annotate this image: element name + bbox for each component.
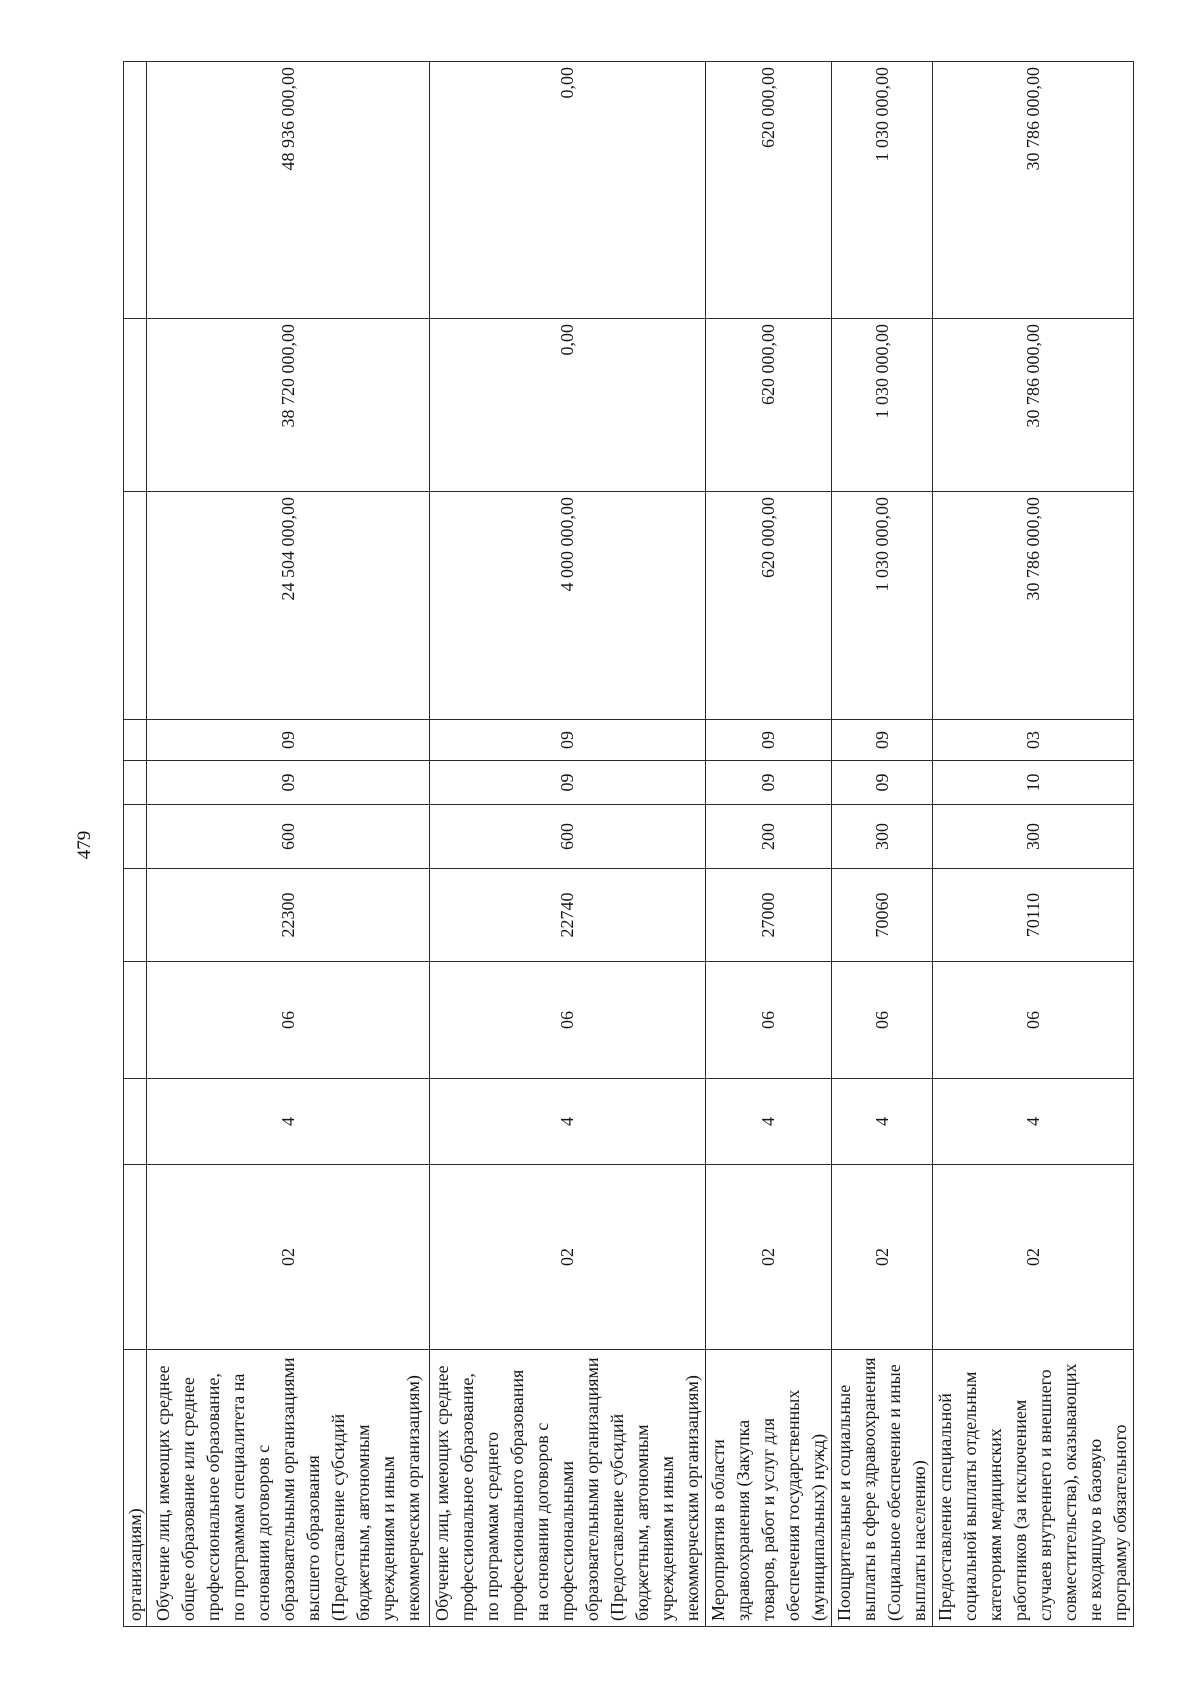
empty-cell — [124, 1165, 147, 1350]
amount-year-1-cell: 24 504 000,00 — [147, 492, 430, 720]
amount-year-2-cell: 0,00 — [430, 319, 706, 492]
table-row — [933, 62, 1134, 1627]
main-activity-code-cell: 06 — [933, 962, 1134, 1079]
subsection-code-cell: 09 — [147, 720, 430, 761]
subprogram-code-cell: 4 — [832, 1079, 933, 1165]
amount-year-1-cell: 4 000 000,00 — [430, 492, 706, 720]
subsection-code-cell: 09 — [706, 720, 832, 761]
expense-name-cell: Обучение лиц, имеющих среднее профессиональное образование, по программам среднего профессионального образования на основании договоров с профессиональными образовательными организациями (Предоставление субсидий бюджетным, автономным учреждениям и иным некоммерческим организациям) — [430, 1350, 706, 1627]
section-code-cell: 09 — [706, 761, 832, 805]
subprogram-code-cell: 4 — [430, 1079, 706, 1165]
empty-cell — [124, 869, 147, 962]
expense-type-code-cell: 200 — [706, 805, 832, 869]
expense-name-cell: Обучение лиц, имеющих среднее общее образование или среднее профессиональное образование, по программам специалитета на основании договоров с образовательными организациями высшего образования (Предоставление субсидий бюджетным, автономным учреждениям и иным некоммерческим организациям) — [147, 1350, 430, 1627]
subprogram-code-cell: 4 — [147, 1079, 430, 1165]
rotated-page-area — [123, 62, 1130, 1627]
main-activity-code-cell: 06 — [706, 962, 832, 1079]
page-number: 479 — [74, 830, 95, 860]
amount-year-3-cell: 0,00 — [430, 62, 706, 319]
section-code-cell: 09 — [147, 761, 430, 805]
empty-cell — [124, 319, 147, 492]
empty-cell — [124, 805, 147, 869]
table-row-continuation — [124, 62, 147, 1627]
expense-type-code-cell: 300 — [832, 805, 933, 869]
amount-year-2-cell: 38 720 000,00 — [147, 319, 430, 492]
direction-code-cell: 22740 — [430, 869, 706, 962]
empty-cell — [124, 962, 147, 1079]
expense-name-cell: Мероприятия в области здравоохранения (Закупка товаров, работ и услуг для обеспечения государственных (муниципальных) нужд) — [706, 1350, 832, 1627]
main-activity-code-cell: 06 — [832, 962, 933, 1079]
section-code-cell: 09 — [430, 761, 706, 805]
expense-type-code-cell: 300 — [933, 805, 1134, 869]
program-code-cell: 02 — [832, 1165, 933, 1350]
section-code-cell: 10 — [933, 761, 1134, 805]
table-row — [706, 62, 832, 1627]
empty-cell — [124, 1079, 147, 1165]
amount-year-2-cell: 1 030 000,00 — [832, 319, 933, 492]
amount-year-3-cell: 1 030 000,00 — [832, 62, 933, 319]
program-code-cell: 02 — [706, 1165, 832, 1350]
budget-table — [123, 61, 1134, 1627]
amount-year-1-cell: 1 030 000,00 — [832, 492, 933, 720]
amount-year-2-cell: 30 786 000,00 — [933, 319, 1134, 492]
program-code-cell: 02 — [147, 1165, 430, 1350]
continuation-name-cell: организациям) — [124, 1350, 147, 1627]
program-code-cell: 02 — [933, 1165, 1134, 1350]
amount-year-1-cell: 620 000,00 — [706, 492, 832, 720]
empty-cell — [124, 492, 147, 720]
direction-code-cell: 22300 — [147, 869, 430, 962]
table-row — [832, 62, 933, 1627]
amount-year-3-cell: 48 936 000,00 — [147, 62, 430, 319]
main-activity-code-cell: 06 — [147, 962, 430, 1079]
amount-year-1-cell: 30 786 000,00 — [933, 492, 1134, 720]
expense-type-code-cell: 600 — [430, 805, 706, 869]
direction-code-cell: 27000 — [706, 869, 832, 962]
table-row — [430, 62, 706, 1627]
table-row — [147, 62, 430, 1627]
subsection-code-cell: 09 — [832, 720, 933, 761]
subprogram-code-cell: 4 — [933, 1079, 1134, 1165]
budget-table-sheet — [123, 62, 1130, 1627]
section-code-cell: 09 — [832, 761, 933, 805]
empty-cell — [124, 761, 147, 805]
amount-year-3-cell: 620 000,00 — [706, 62, 832, 319]
subsection-code-cell: 09 — [430, 720, 706, 761]
expense-name-cell: Поощрительные и социальные выплаты в сфере здравоохранения (Социальное обеспечение и иные выплаты населению) — [832, 1350, 933, 1627]
expense-type-code-cell: 600 — [147, 805, 430, 869]
empty-cell — [124, 62, 147, 319]
direction-code-cell: 70060 — [832, 869, 933, 962]
amount-year-2-cell: 620 000,00 — [706, 319, 832, 492]
expense-name-cell: Предоставление специальной социальной выплаты отдельным категориям медицинских работников (за исключением случаев внутреннего и внешнего совместительства), оказывающих не входящую в базовую программу обязательного — [933, 1350, 1134, 1627]
direction-code-cell: 70110 — [933, 869, 1134, 962]
main-activity-code-cell: 06 — [430, 962, 706, 1079]
subprogram-code-cell: 4 — [706, 1079, 832, 1165]
empty-cell — [124, 720, 147, 761]
amount-year-3-cell: 30 786 000,00 — [933, 62, 1134, 319]
subsection-code-cell: 03 — [933, 720, 1134, 761]
program-code-cell: 02 — [430, 1165, 706, 1350]
